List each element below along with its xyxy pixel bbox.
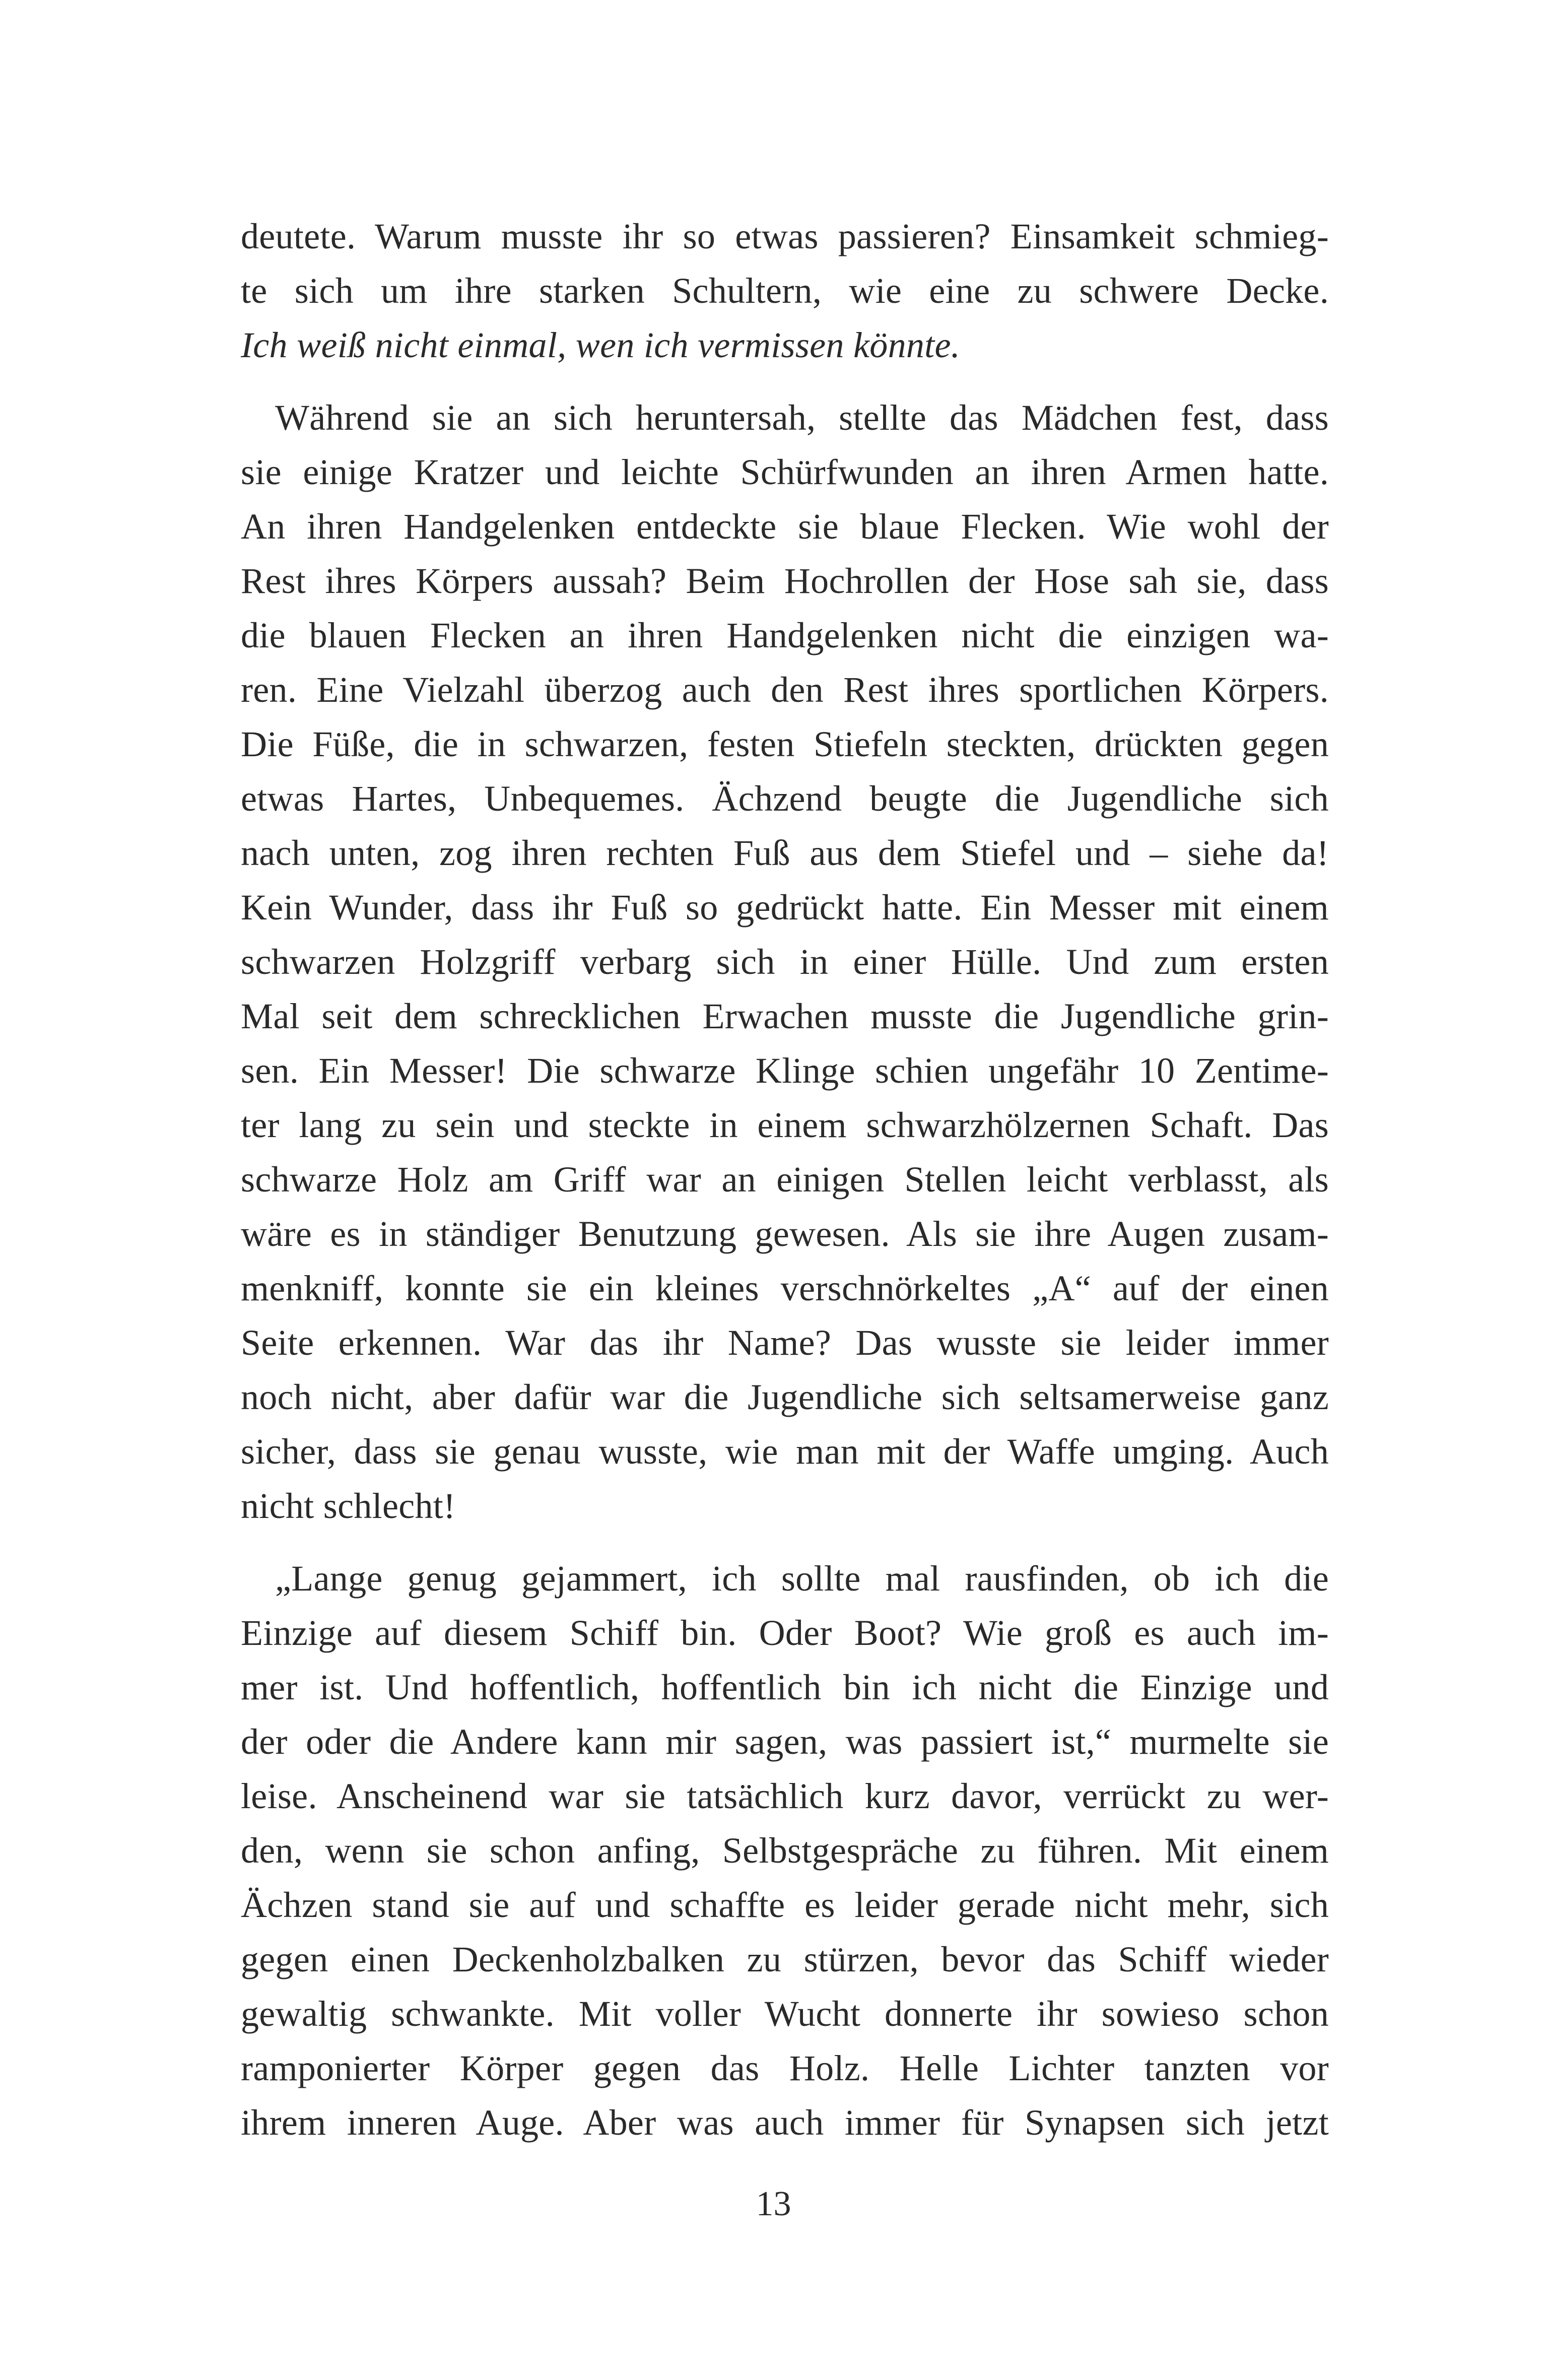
text-line: Die Füße, die in schwarzen, festen Stiefeln steckten, drückten gegen xyxy=(241,724,1329,764)
text-line: sie einige Kratzer und leichte Schürfwunden an ihren Armen hatte. xyxy=(241,452,1329,492)
text-line: ihrem inneren Auge. Aber was auch immer für Synapsen sich jetzt xyxy=(241,2102,1329,2143)
text-line: mer ist. Und hoffentlich, hoffentlich bin ich nicht die Einzige und xyxy=(241,1667,1329,1707)
text-line: „Lange genug gejammert, ich sollte mal rausfinden, ob ich die xyxy=(275,1558,1329,1599)
text-line: schwarzen Holzgriff verbarg sich in einer Hülle. Und zum ersten xyxy=(241,942,1329,982)
text-line: Kein Wunder, dass ihr Fuß so gedrückt hatte. Ein Messer mit einem xyxy=(241,887,1329,928)
text-line: gegen einen Deckenholzbalken zu stürzen, bevor das Schiff wieder xyxy=(241,1939,1329,1979)
text-line: wäre es in ständiger Benutzung gewesen. Als sie ihre Augen zusam- xyxy=(241,1214,1329,1254)
text-line: Ächzen stand sie auf und schaffte es leider gerade nicht mehr, sich xyxy=(241,1885,1329,1925)
text-line: An ihren Handgelenken entdeckte sie blaue Flecken. Wie wohl der xyxy=(241,506,1329,547)
text-line: Einzige auf diesem Schiff bin. Oder Boot? Wie groß es auch im- xyxy=(241,1613,1329,1653)
text-line: nach unten, zog ihren rechten Fuß aus dem Stiefel und – siehe da! xyxy=(241,833,1329,873)
paragraph-gap xyxy=(241,1533,1329,1551)
body-text xyxy=(241,209,1329,2150)
paragraph-1 xyxy=(241,209,1329,372)
text-line: schwarze Holz am Griff war an einigen Stellen leicht verblasst, als xyxy=(241,1159,1329,1200)
text-line: ren. Eine Vielzahl überzog auch den Rest ihres sportlichen Körpers. xyxy=(241,670,1329,710)
text-line: Mal seit dem schrecklichen Erwachen musste die Jugendliche grin- xyxy=(241,996,1329,1036)
page-number: 13 xyxy=(756,2185,791,2223)
text-line: Während sie an sich heruntersah, stellte das Mädchen fest, dass xyxy=(275,398,1329,438)
italic-thought-line: Ich weiß nicht einmal, wen ich vermissen könnte. xyxy=(241,325,961,365)
text-line: te sich um ihre starken Schultern, wie eine zu schwere Decke. xyxy=(241,271,1329,311)
text-line: noch nicht, aber dafür war die Jugendliche sich seltsamerweise ganz xyxy=(241,1377,1329,1417)
text-line: den, wenn sie schon anfing, Selbstgespräche zu führen. Mit einem xyxy=(241,1830,1329,1871)
text-line: ter lang zu sein und steckte in einem schwarzhölzernen Schaft. Das xyxy=(241,1105,1329,1145)
text-line: sicher, dass sie genau wusste, wie man mit der Waffe umging. Auch xyxy=(241,1431,1329,1472)
text-line: nicht schlecht! xyxy=(241,1486,456,1526)
text-line: sen. Ein Messer! Die schwarze Klinge schien ungefähr 10 Zentime- xyxy=(241,1050,1329,1091)
text-line: gewaltig schwankte. Mit voller Wucht donnerte ihr sowieso schon xyxy=(241,1994,1329,2034)
text-line: Seite erkennen. War das ihr Name? Das wusste sie leider immer xyxy=(241,1323,1329,1363)
text-line: Rest ihres Körpers aussah? Beim Hochrollen der Hose sah sie, dass xyxy=(241,561,1329,601)
text-line: der oder die Andere kann mir sagen, was passiert ist,“ murmelte sie xyxy=(241,1722,1329,1762)
paragraph-3 xyxy=(241,1551,1329,2150)
text-line: die blauen Flecken an ihren Handgelenken nicht die einzigen wa- xyxy=(241,615,1329,655)
text-line: ramponierter Körper gegen das Holz. Helle Lichter tanzten vor xyxy=(241,2048,1329,2088)
paragraph-gap xyxy=(241,372,1329,390)
text-line: etwas Hartes, Unbequemes. Ächzend beugte die Jugendliche sich xyxy=(241,778,1329,819)
text-line: menkniff, konnte sie ein kleines verschnörkeltes „A“ auf der einen xyxy=(241,1268,1329,1308)
text-line: deutete. Warum musste ihr so etwas passieren? Einsamkeit schmieg- xyxy=(241,216,1329,256)
paragraph-2 xyxy=(241,390,1329,1533)
text-line: leise. Anscheinend war sie tatsächlich kurz davor, verrückt zu wer- xyxy=(241,1776,1329,1816)
